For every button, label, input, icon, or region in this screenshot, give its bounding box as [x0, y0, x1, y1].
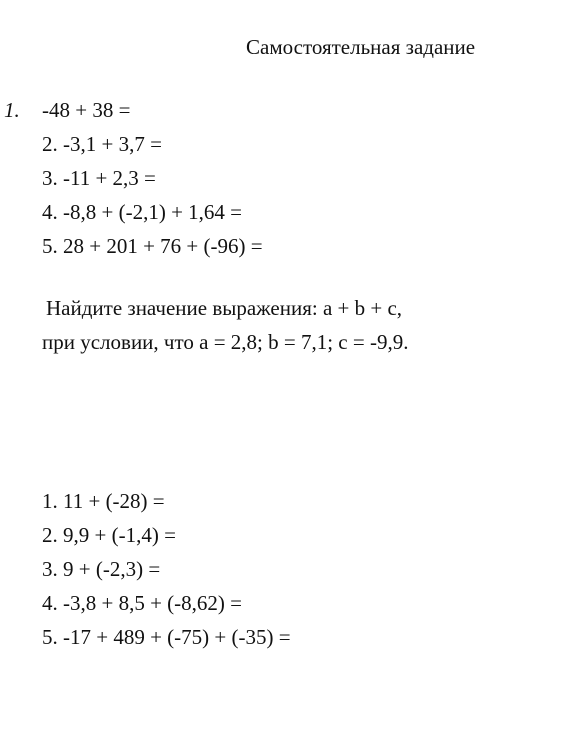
section1-item-3: 3. -11 + 2,3 =	[42, 166, 156, 190]
section1-first-number: 1.	[4, 98, 20, 122]
section1-item-5: 5. 28 + 201 + 76 + (-96) =	[42, 234, 263, 258]
section2-item-3: 3. 9 + (-2,3) =	[42, 557, 161, 581]
task-line-2: при условии, что a = 2,8; b = 7,1; c = -9,9.	[42, 330, 409, 354]
section1-item-4: 4. -8,8 + (-2,1) + 1,64 =	[42, 200, 243, 224]
task-line-1: Найдите значение выражения: a + b + c,	[46, 296, 403, 320]
section1-item-1: -48 + 38 =	[42, 98, 131, 122]
page-title: Самостоятельная задание	[246, 35, 476, 59]
section2-item-1: 1. 11 + (-28) =	[42, 489, 165, 513]
section1-item-2: 2. -3,1 + 3,7 =	[42, 132, 162, 156]
section2-item-2: 2. 9,9 + (-1,4) =	[42, 523, 176, 547]
section2-item-5: 5. -17 + 489 + (-75) + (-35) =	[42, 625, 291, 649]
section2-item-4: 4. -3,8 + 8,5 + (-8,62) =	[42, 591, 243, 615]
